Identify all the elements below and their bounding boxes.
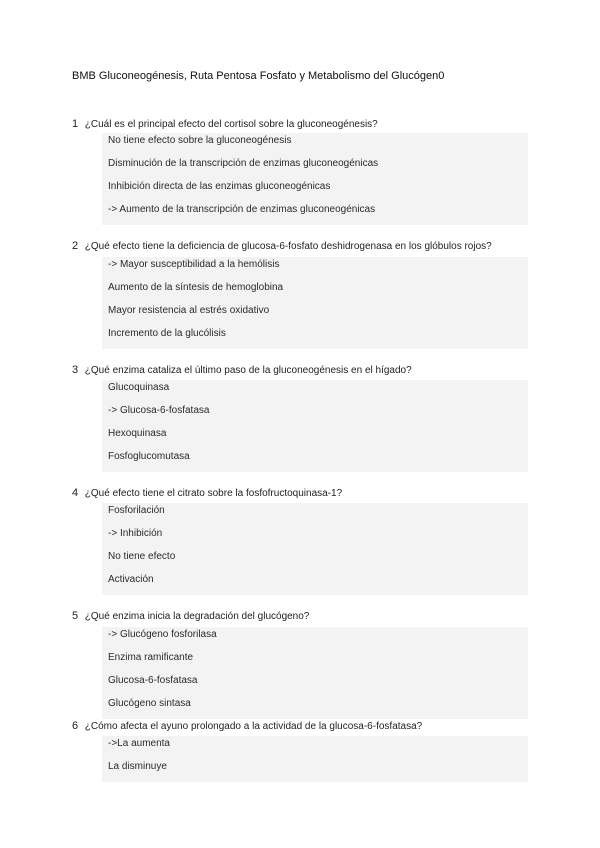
question-text: ¿Qué efecto tiene el citrato sobre la fosfofructoquinasa-1? bbox=[84, 488, 343, 499]
question-4 bbox=[72, 487, 342, 499]
question-number: 6 bbox=[72, 720, 79, 732]
question-number: 5 bbox=[72, 610, 79, 622]
option-item[interactable]: Incremento de la glucólisis bbox=[108, 328, 226, 339]
question-text: ¿Qué efecto tiene la deficiencia de glucosa-6-fosfato deshidrogenasa en los glóbulos rojos? bbox=[84, 241, 492, 252]
options-block-2 bbox=[102, 257, 528, 349]
option-item[interactable]: No tiene efecto bbox=[108, 551, 176, 562]
question-number: 2 bbox=[72, 240, 79, 252]
option-item[interactable]: Glucógeno sintasa bbox=[108, 698, 191, 709]
option-item[interactable]: ->La aumenta bbox=[108, 738, 170, 749]
option-item[interactable]: Fosforilación bbox=[108, 505, 165, 516]
option-item[interactable]: Hexoquinasa bbox=[108, 428, 167, 439]
option-item[interactable]: -> Inhibición bbox=[108, 528, 163, 539]
options-block-6 bbox=[102, 736, 528, 782]
option-item[interactable]: La disminuye bbox=[108, 761, 167, 772]
options-block-3 bbox=[102, 380, 528, 472]
option-item[interactable]: Enzima ramificante bbox=[108, 652, 194, 663]
option-item[interactable]: Inhibición directa de las enzimas gluconeogénicas bbox=[108, 181, 331, 192]
option-item[interactable]: -> Mayor susceptibilidad a la hemólisis bbox=[108, 259, 280, 270]
question-6 bbox=[72, 720, 422, 732]
question-number: 4 bbox=[72, 487, 79, 499]
question-1 bbox=[72, 118, 378, 130]
option-item[interactable]: Fosfoglucomutasa bbox=[108, 451, 190, 462]
question-text: ¿Cómo afecta el ayuno prolongado a la actividad de la glucosa-6-fosfatasa? bbox=[84, 721, 423, 732]
options-block-1 bbox=[102, 133, 528, 225]
question-text: ¿Qué enzima inicia la degradación del glucógeno? bbox=[84, 611, 310, 622]
option-item[interactable]: Disminución de la transcripción de enzimas gluconeogénicas bbox=[108, 158, 379, 169]
option-item[interactable]: -> Aumento de la transcripción de enzimas gluconeogénicas bbox=[108, 204, 376, 215]
document-title: BMB Gluconeogénesis, Ruta Pentosa Fosfato y Metabolismo del Glucógen0 bbox=[72, 70, 445, 82]
option-item[interactable]: Glucoquinasa bbox=[108, 382, 170, 393]
option-item[interactable]: Aumento de la síntesis de hemoglobina bbox=[108, 282, 284, 293]
question-2 bbox=[72, 240, 492, 252]
option-item[interactable]: Glucosa-6-fosfatasa bbox=[108, 675, 198, 686]
question-text: ¿Cuál es el principal efecto del cortisol sobre la gluconeogénesis? bbox=[84, 119, 378, 130]
option-item[interactable]: -> Glucógeno fosforilasa bbox=[108, 629, 217, 640]
question-number: 1 bbox=[72, 118, 79, 130]
question-text: ¿Qué enzima cataliza el último paso de la gluconeogénesis en el hígado? bbox=[84, 365, 412, 376]
option-item[interactable]: -> Glucosa-6-fosfatasa bbox=[108, 405, 210, 416]
question-3 bbox=[72, 364, 412, 376]
option-item[interactable]: Activación bbox=[108, 574, 154, 585]
options-block-4 bbox=[102, 503, 528, 595]
question-5 bbox=[72, 610, 309, 622]
option-item[interactable]: No tiene efecto sobre la gluconeogénesis bbox=[108, 135, 292, 146]
options-block-5 bbox=[102, 627, 528, 719]
question-number: 3 bbox=[72, 364, 79, 376]
option-item[interactable]: Mayor resistencia al estrés oxidativo bbox=[108, 305, 270, 316]
